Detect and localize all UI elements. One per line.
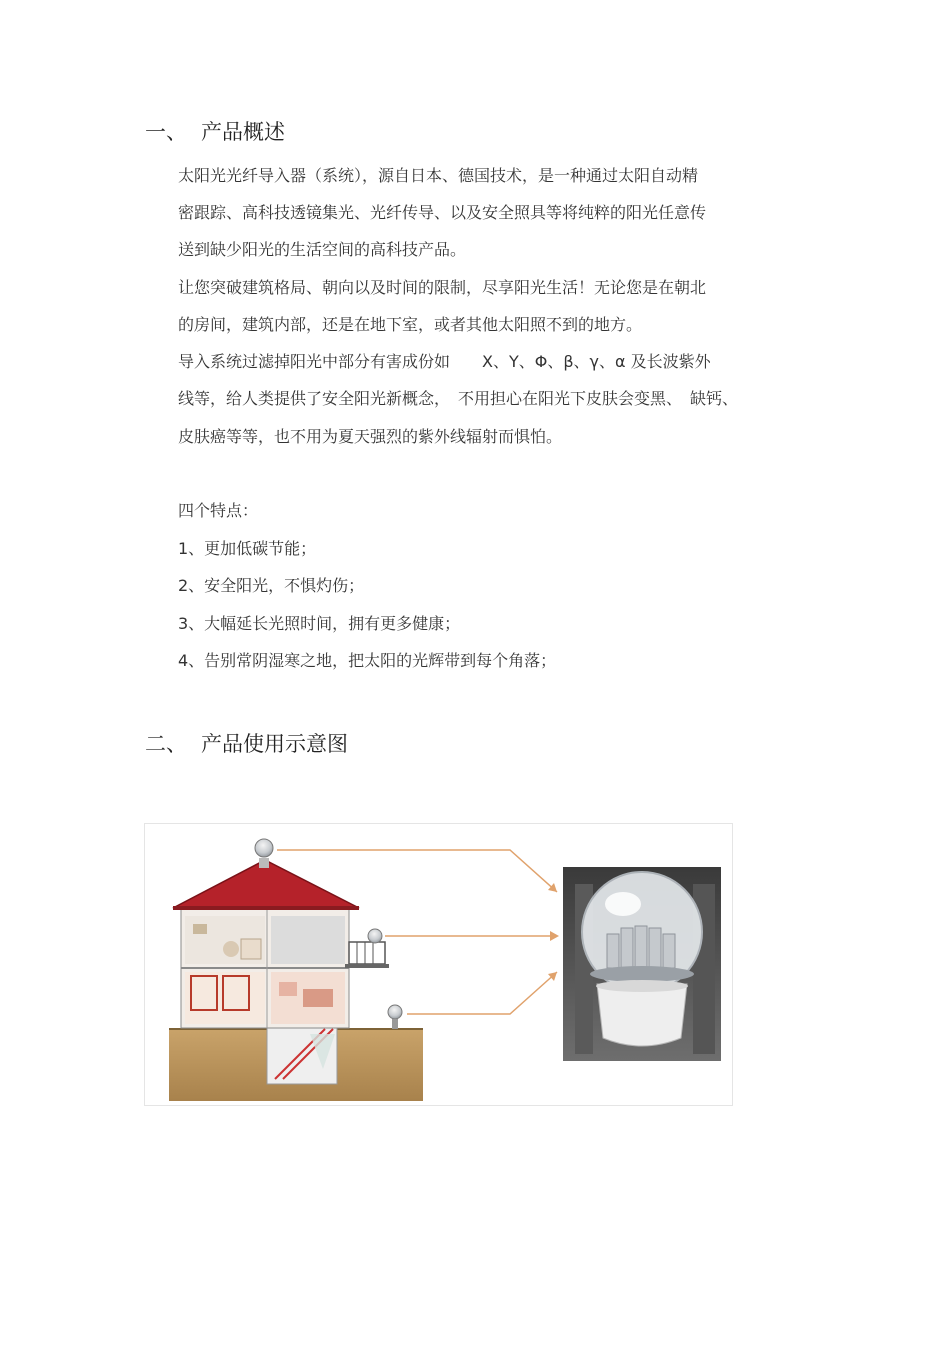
paragraph-line: 皮肤癌等等，也不用为夏天强烈的紫外线辐射而惧怕。 — [178, 427, 563, 446]
product-diagram-image — [144, 823, 733, 1106]
section1-heading — [145, 116, 285, 146]
section1-title: 产品概述 — [201, 120, 285, 144]
feature-item: 3、大幅延长光照时间，拥有更多健康； — [178, 614, 461, 633]
feature-item: 1、更加低碳节能； — [178, 539, 317, 558]
house-diagram-illustration — [145, 824, 732, 1105]
paragraph-line: 太阳光光纤导入器（系统），源自日本、德国技术，是一种通过太阳自动精 — [178, 166, 699, 185]
section1-number: 一、 — [145, 120, 187, 144]
features-title: 四个特点： — [178, 501, 259, 520]
feature-item: 4、告别常阴湿寒之地，把太阳的光辉带到每个角落； — [178, 651, 557, 670]
paragraph-line: 密跟踪、高科技透镜集光、光纤传导、以及安全照具等将纯粹的阳光任意传 — [178, 203, 707, 222]
paragraph-line: 送到缺少阳光的生活空间的高科技产品。 — [178, 240, 467, 259]
section2-heading — [145, 728, 348, 758]
paragraph-line: 让您突破建筑格局、朝向以及时间的限制，尽享阳光生活！无论您是在朝北 — [178, 278, 707, 297]
paragraph-line: 的房间，建筑内部，还是在地下室，或者其他太阳照不到的地方。 — [178, 315, 643, 334]
paragraph-line: 线等，给人类提供了安全阳光新概念， 不用担心在阳光下皮肤会变黑、 缺钙、 — [178, 389, 739, 408]
section2-title: 产品使用示意图 — [201, 732, 348, 756]
feature-item: 2、安全阳光，不惧灼伤； — [178, 576, 365, 595]
section2-number: 二、 — [145, 732, 187, 756]
paragraph-line: 导入系统过滤掉阳光中部分有害成份如 X、Y、Φ、β、γ、α 及长波紫外 — [178, 352, 711, 371]
